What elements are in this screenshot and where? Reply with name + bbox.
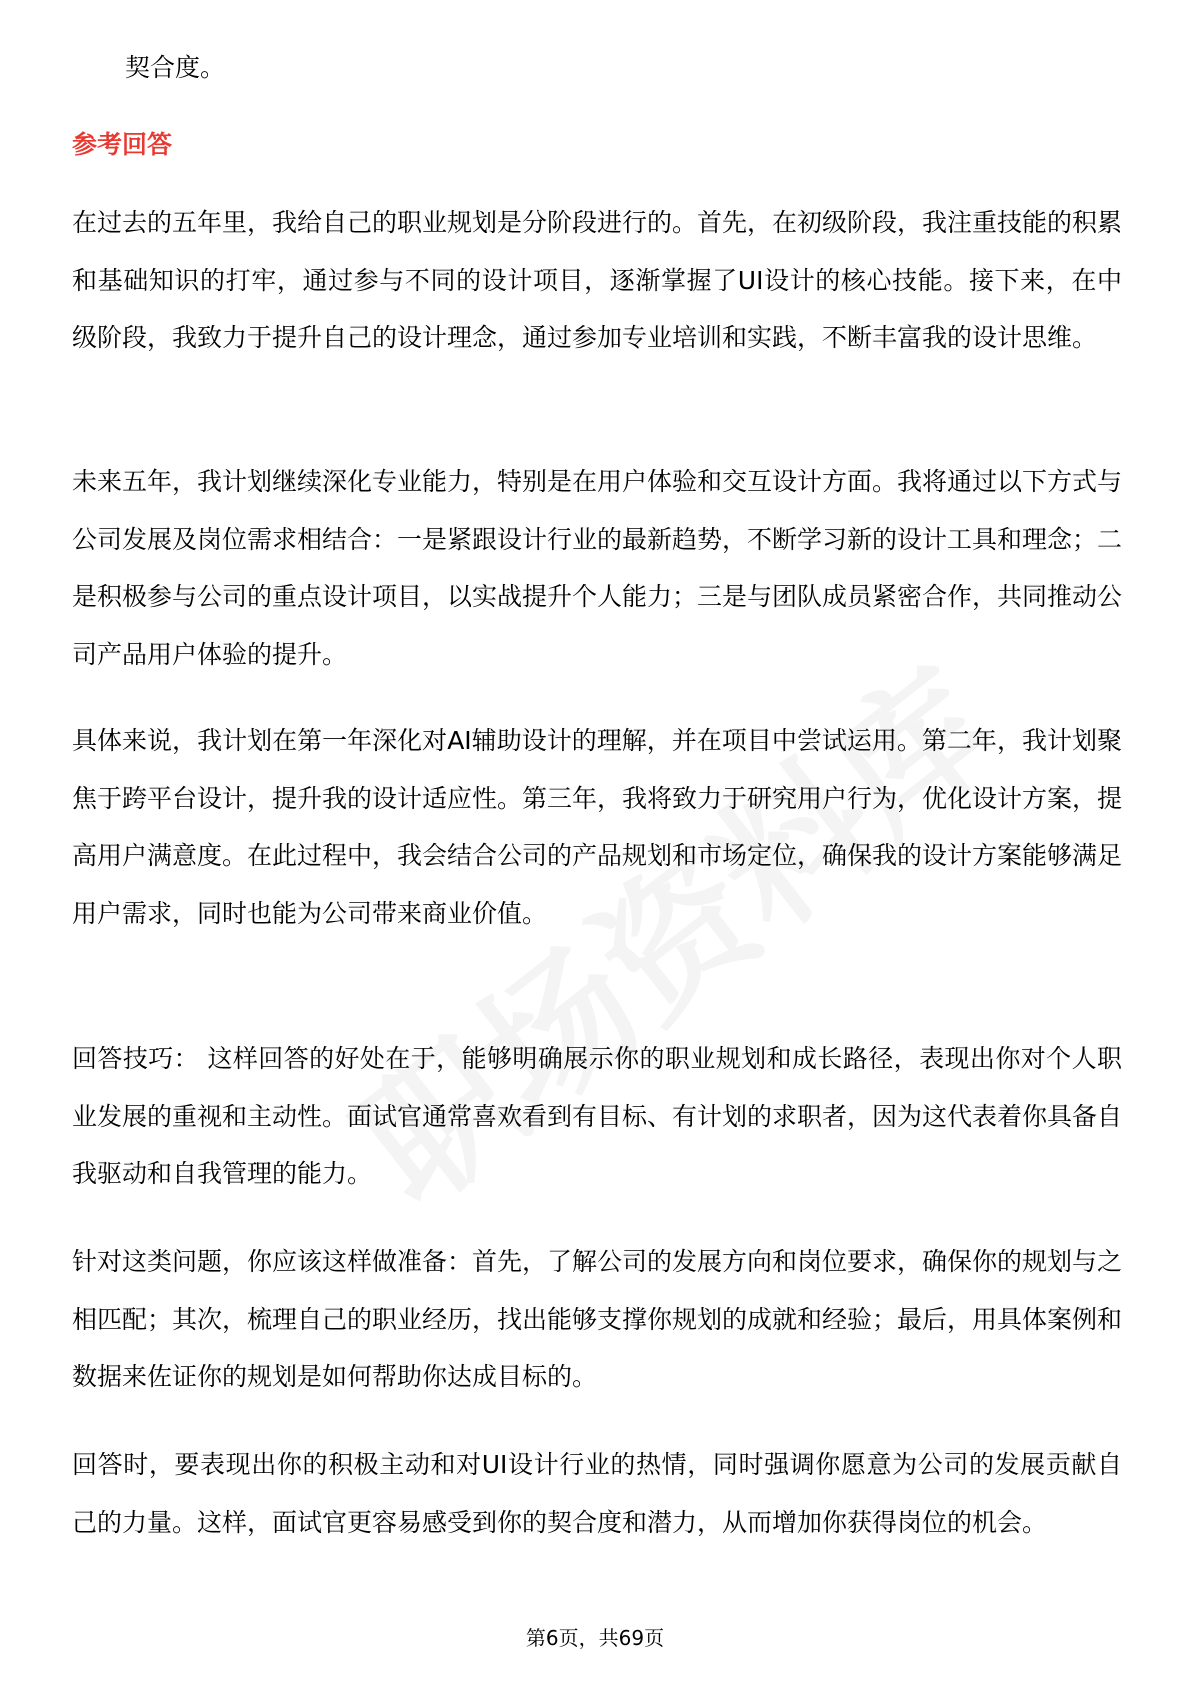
page-number: 第6页，共69页 [525, 1626, 665, 1650]
tips-paragraph: 回答技巧： 这样回答的好处在于，能够明确展示你的职业规划和成长路径，表现出你对个人职业发展的重视和主动性。面试官通常喜欢看到有目标、有计划的求职者，因为这代表着你具备自我驱动和自我管理的能力。 [72, 1044, 1123, 1188]
section-heading: 参考回答 [72, 130, 173, 159]
answer-paragraph-1: 在过去的五年里，我给自己的职业规划是分阶段进行的。首先，在初级阶段，我注重技能的积累和基础知识的打牢，通过参与不同的设计项目，逐渐掌握了UI设计的核心技能。接下来，在中级阶段，我致力于提升自己的设计理念，通过参加专业培训和实践，不断丰富我的设计思维。 [72, 208, 1123, 352]
answer-paragraph-3: 具体来说，我计划在第一年深化对AI辅助设计的理解，并在项目中尝试运用。第二年，我计划聚焦于跨平台设计，提升我的设计适应性。第三年，我将致力于研究用户行为，优化设计方案，提高用户满意度。在此过程中，我会结合公司的产品规划和市场定位，确保我的设计方案能够满足用户需求，同时也能为公司带来商业价值。 [72, 726, 1123, 928]
closing-paragraph: 回答时，要表现出你的积极主动和对UI设计行业的热情，同时强调你愿意为公司的发展贡献自己的力量。这样，面试官更容易感受到你的契合度和潜力，从而增加你获得岗位的机会。 [72, 1450, 1122, 1537]
continuation-text: 契合度。 [125, 53, 226, 82]
preparation-paragraph: 针对这类问题，你应该这样做准备：首先，了解公司的发展方向和岗位要求，确保你的规划与之相匹配；其次，梳理自己的职业经历，找出能够支撑你规划的成就和经验；最后，用具体案例和数据来佐证你的规划是如何帮助你达成目标的。 [72, 1247, 1123, 1391]
answer-paragraph-2: 未来五年，我计划继续深化专业能力，特别是在用户体验和交互设计方面。我将通过以下方式与公司发展及岗位需求相结合：一是紧跟设计行业的最新趋势，不断学习新的设计工具和理念；二是积极参与公司的重点设计项目，以实战提升个人能力；三是与团队成员紧密合作，共同推动公司产品用户体验的提升。 [72, 467, 1123, 669]
